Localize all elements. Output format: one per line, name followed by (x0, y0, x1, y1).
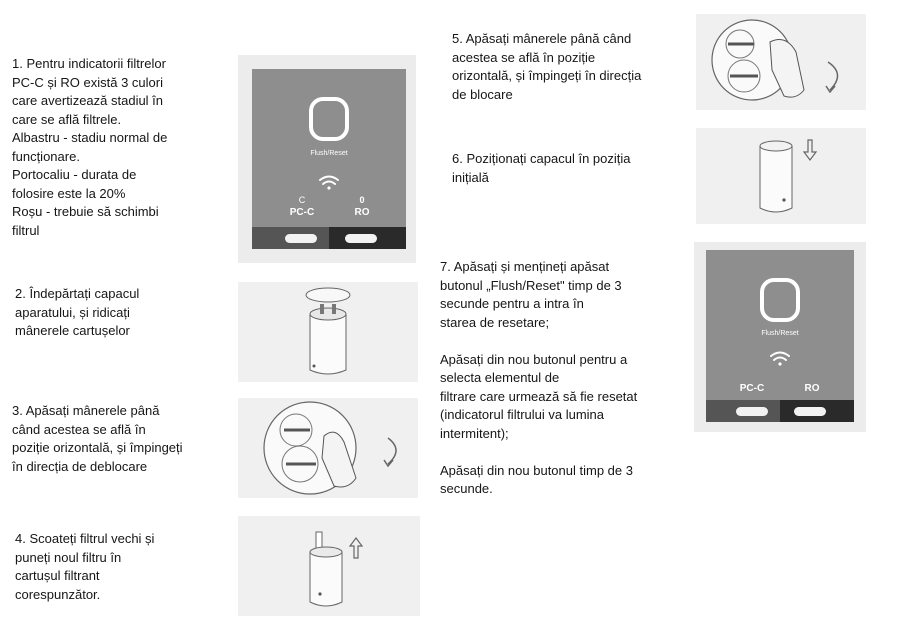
control-screen-2 (706, 250, 854, 422)
flush-reset-label-2: Flush/Reset (761, 330, 799, 337)
device-open-lid-image (238, 282, 418, 382)
pc-c-label-2: PC-C (739, 383, 765, 394)
step-7-text: 7. Apăsați și mențineți apăsat butonul „Flush/Reset" timp de 3 secunde pentru a intra în starea de resetare; Apăsați din nou butonul pentru a selecta elementul de filtrare care urmează să fie resetat (indicatorul filtrului va lumina intermitent); Apăsați din nou butonul timp de 3 secunde. (440, 259, 638, 496)
control-screen (252, 69, 406, 249)
step-3-text: 3. Apăsați mânerele până când acestea se află în poziție orizontală, și împingeți în direcția de deblocare (12, 403, 183, 474)
arrow-down-icon (804, 140, 816, 160)
flush-reset-label: Flush/Reset (310, 150, 348, 157)
step-2-text: 2. Îndepărtați capacul aparatului, și ridicați mânerele cartușelor (15, 286, 140, 338)
step-6-text: 6. Poziționați capacul în poziția inițială (452, 151, 631, 185)
rotate-arrow-icon-2 (828, 62, 838, 90)
filter-replacement-image (238, 516, 420, 616)
arrow-up-icon (350, 538, 362, 558)
ro-label: RO (354, 207, 370, 218)
step-4-text: 4. Scoateți filtrul vechi și puneți noul filtru în cartușul filtrant corespunzător. (15, 531, 155, 602)
handles-lock-image (696, 14, 866, 110)
control-panel-image-2 (694, 242, 866, 432)
ro-indicator (345, 234, 377, 243)
control-panel-image-1 (238, 55, 416, 263)
ro-indicator-2 (794, 407, 826, 416)
pc-c-indicator (285, 234, 317, 243)
pc-c-indicator-2 (736, 407, 768, 416)
ro-label-2: RO (804, 383, 820, 394)
handles-unlock-image (238, 398, 418, 498)
pc-c-label: PC-C (289, 207, 315, 218)
device-closed-image (696, 128, 866, 224)
step-1-text: 1. Pentru indicatorii filtrelor PC-C și RO există 3 culori care avertizează stadiul în care se află filtrele. Albastru - stadiu normal de funcționare. Portocaliu - durata de folosire este la 20% Roșu - trebuie să schimbi filtrul (12, 56, 168, 238)
pc-c-value: C (298, 195, 306, 205)
step-5-text: 5. Apăsați mânerele până când acestea se află în poziție orizontală, și împingeți în direcția de blocare (452, 31, 642, 102)
ro-value: 0 (359, 195, 365, 205)
